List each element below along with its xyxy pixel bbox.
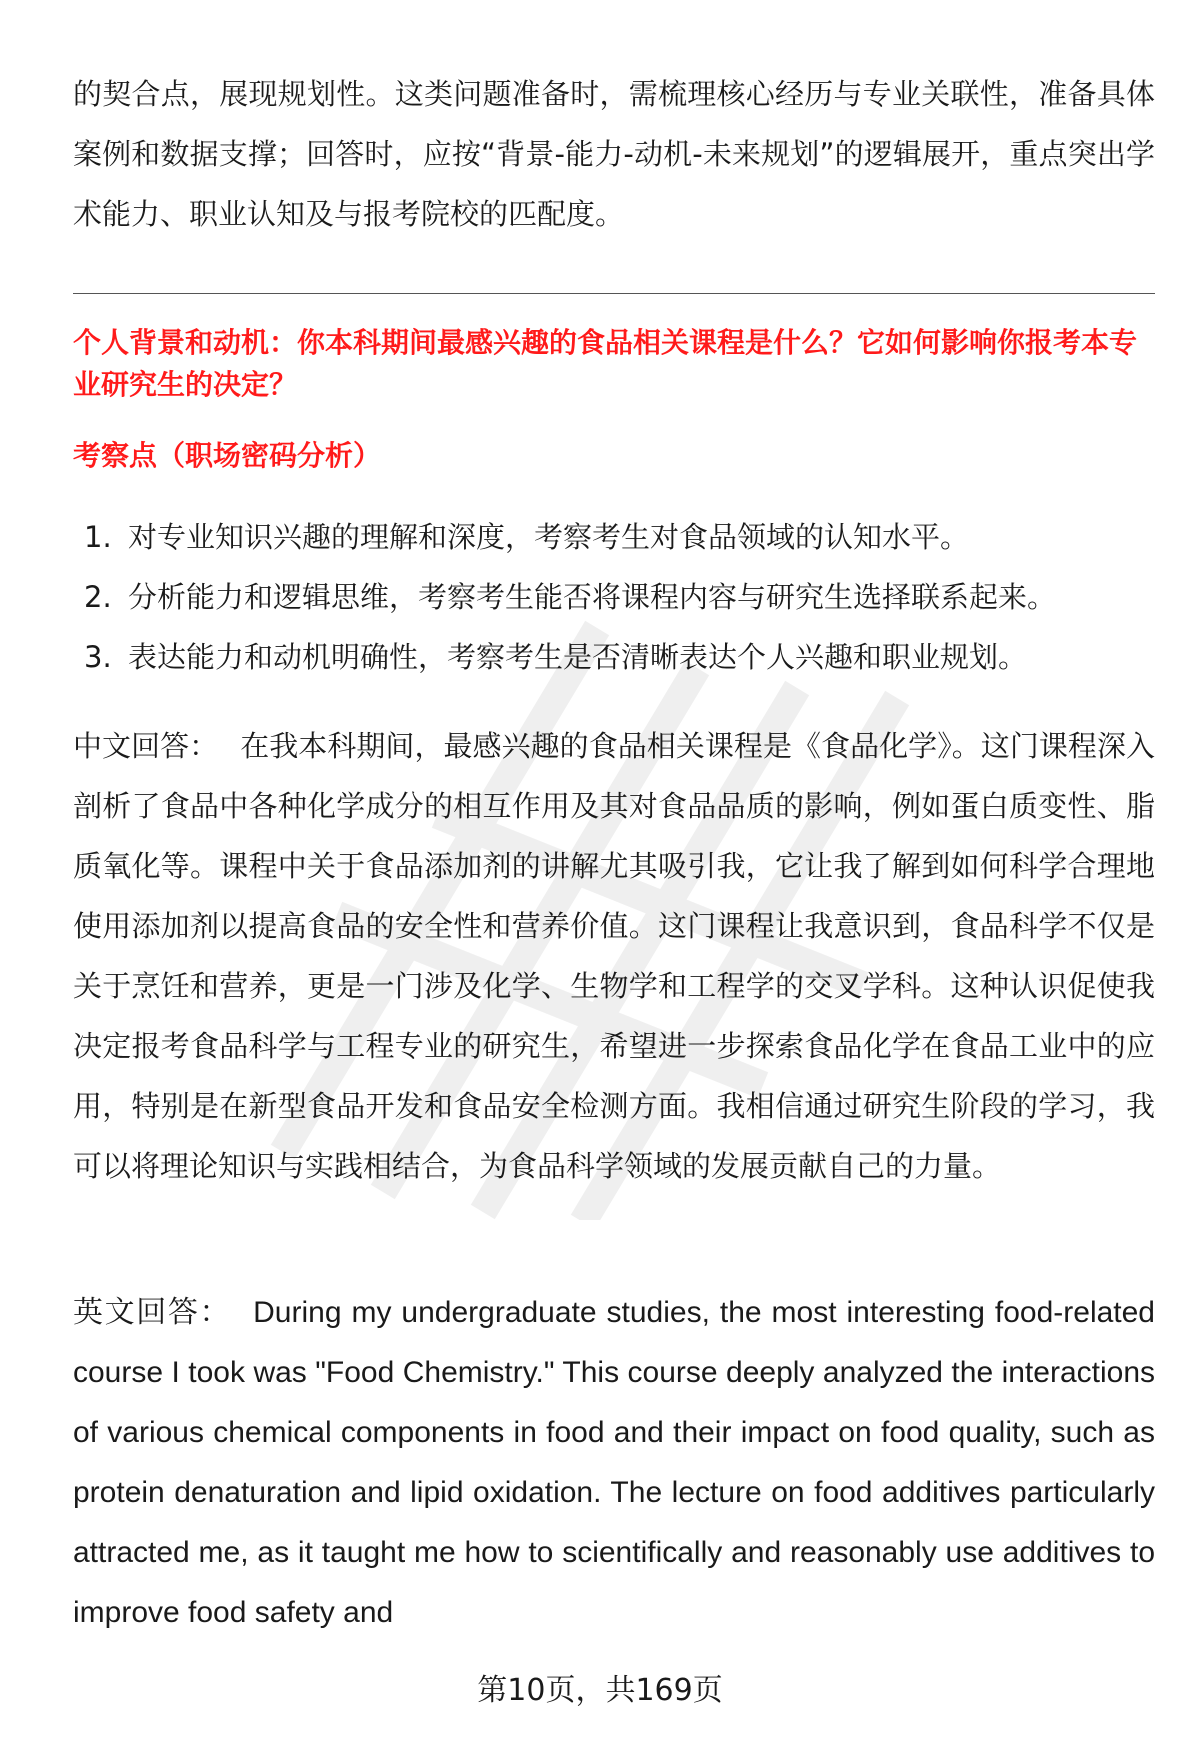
page-number-footer: 第10页，共169页 <box>477 1673 723 1708</box>
chinese-answer <box>73 716 1155 1196</box>
english-answer-text: During my undergraduate studies, the most interesting food-related course I took was "Food Chemistry." This course deeply analyzed the interactions of various chemical components in food and their impact on food quality, such as protein denaturation and lipid oxidation. The lecture on food additives particularly attracted me, as it taught me how to scientifically and reasonably use additives to improve food safety and <box>73 1296 1155 1629</box>
list-item-text: 对专业知识兴趣的理解和深度，考察考生对食品领域的认知水平。 <box>128 520 970 554</box>
question-heading: 个人背景和动机：你本科期间最感兴趣的食品相关课程是什么？它如何影响你报考本专业研究生的决定？ <box>73 326 1138 401</box>
assessment-heading: 考察点（职场密码分析） <box>73 439 382 472</box>
intro-paragraph: 的契合点，展现规划性。这类问题准备时，需梳理核心经历与专业关联性，准备具体案例和数据支撑；回答时，应按“背景-能力-动机-未来规划”的逻辑展开，重点突出学术能力、职业认知及与报考院校的匹配度。 <box>73 77 1155 231</box>
list-item <box>73 567 1155 627</box>
list-item-number: 3. <box>84 640 112 674</box>
english-answer <box>73 1283 1155 1643</box>
list-item-number: 1. <box>84 520 112 554</box>
assessment-points-list <box>73 507 1155 687</box>
english-answer-label: 英文回答： <box>73 1296 232 1329</box>
chinese-answer-text: 在我本科期间，最感兴趣的食品相关课程是《食品化学》。这门课程深入剖析了食品中各种化学成分的相互作用及其对食品品质的影响，例如蛋白质变性、脂质氧化等。课程中关于食品添加剂的讲解尤其吸引我，它让我了解到如何科学合理地使用添加剂以提高食品的安全性和营养价值。这门课程让我意识到，食品科学不仅是关于烹饪和营养，更是一门涉及化学、生物学和工程学的交叉学科。这种认识促使我决定报考食品科学与工程专业的研究生，希望进一步探索食品化学在食品工业中的应用，特别是在新型食品开发和食品安全检测方面。我相信通过研究生阶段的学习，我可以将理论知识与实践相结合，为食品科学领域的发展贡献自己的力量。 <box>73 729 1155 1183</box>
list-item-text: 表达能力和动机明确性，考察考生是否清晰表达个人兴趣和职业规划。 <box>128 640 1028 674</box>
list-item-text: 分析能力和逻辑思维，考察考生能否将课程内容与研究生选择联系起来。 <box>128 580 1057 614</box>
list-item <box>73 507 1155 567</box>
section-divider <box>73 293 1155 294</box>
chinese-answer-label: 中文回答： <box>73 729 219 763</box>
list-item-number: 2. <box>84 580 112 614</box>
list-item <box>73 627 1155 687</box>
